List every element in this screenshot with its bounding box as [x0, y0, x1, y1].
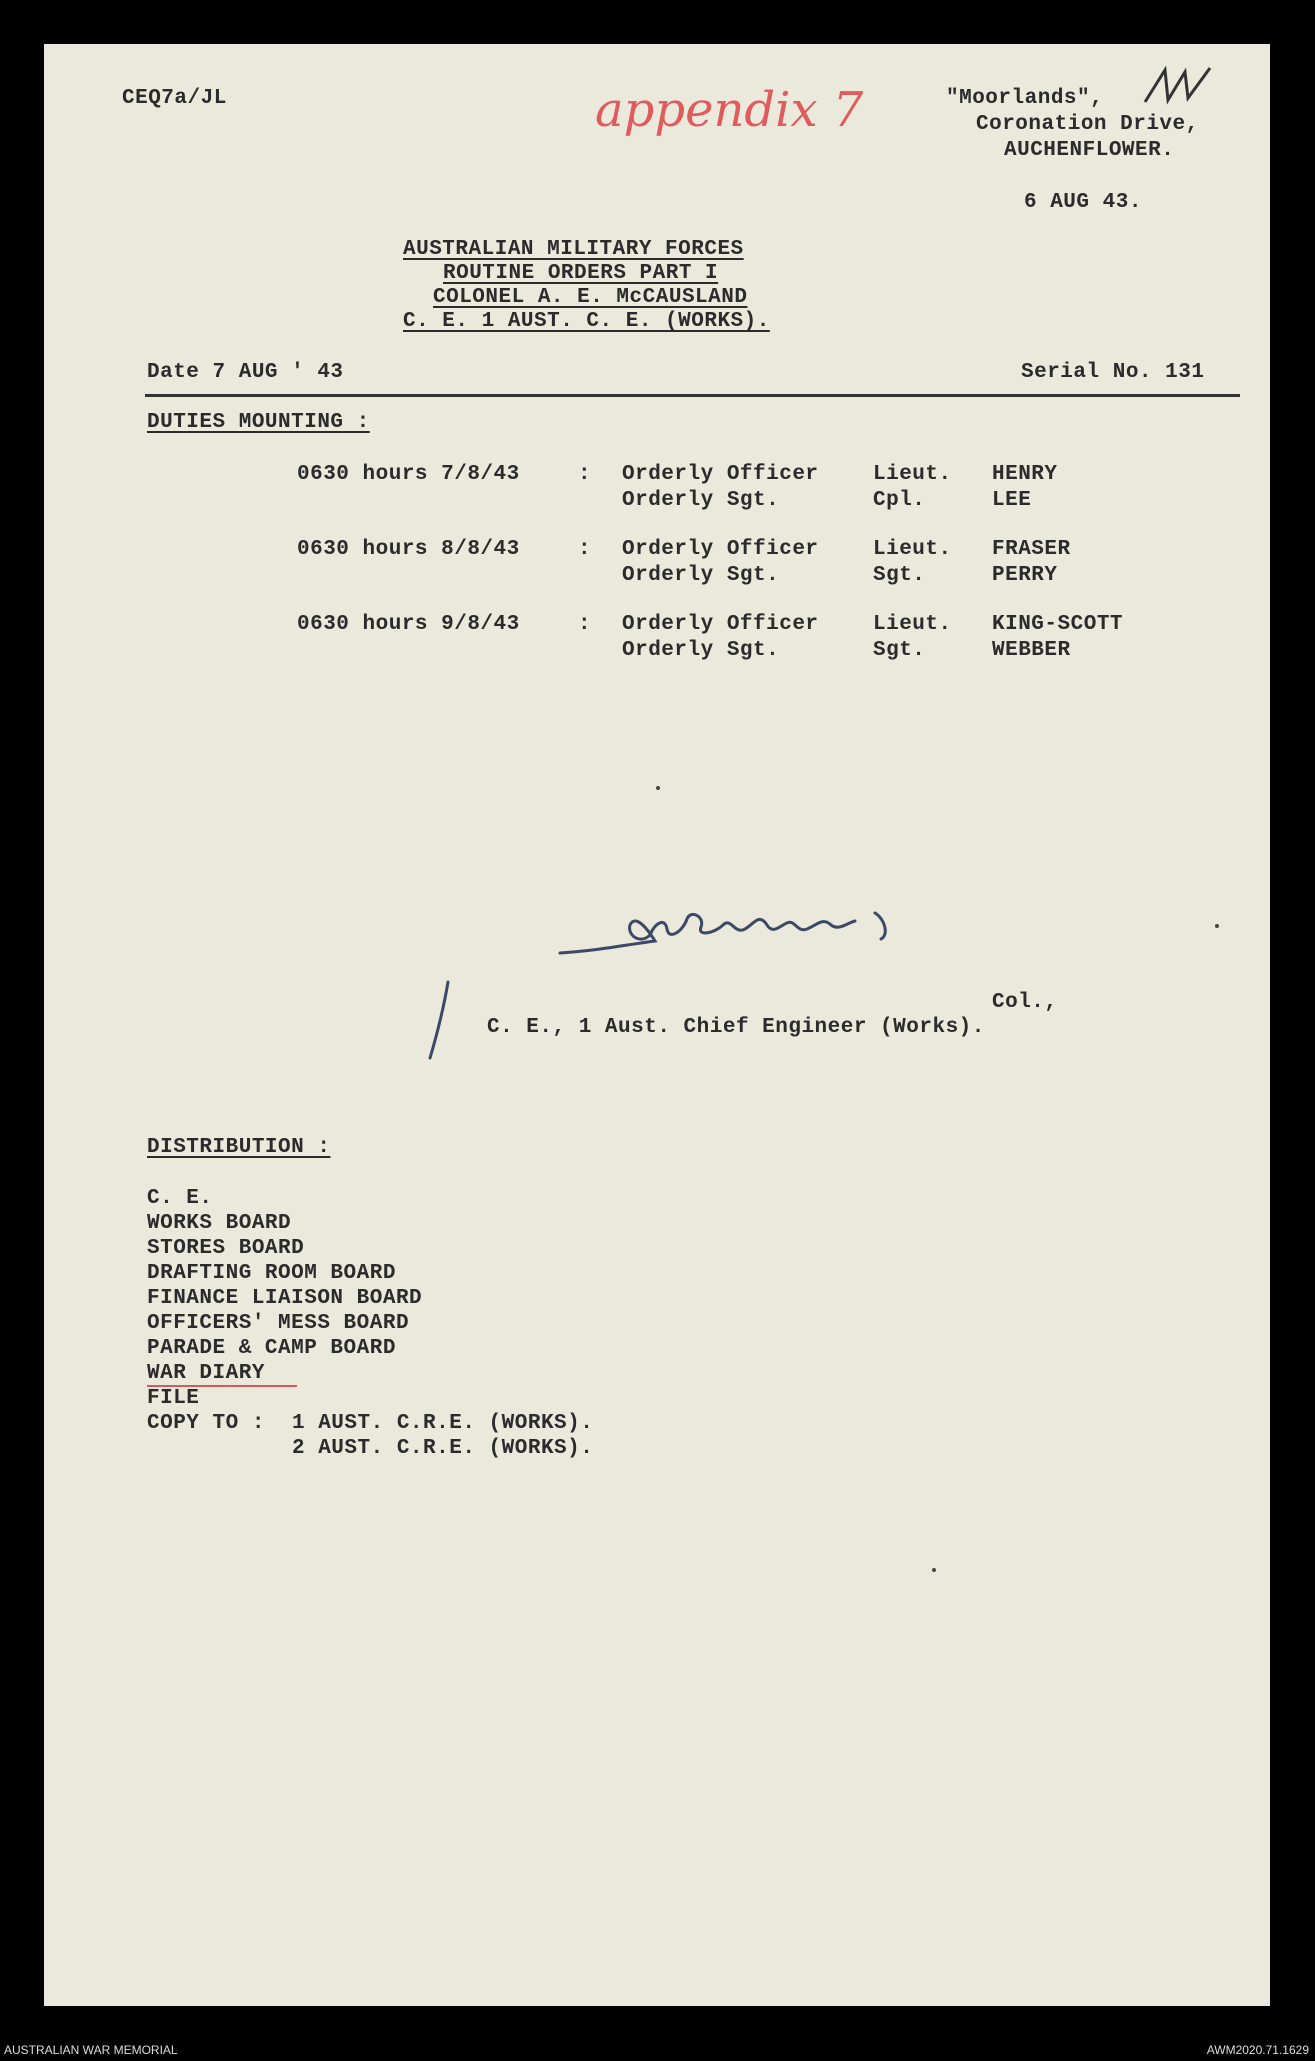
- duty-role: Orderly Officer: [622, 463, 819, 486]
- duty-rank: Sgt.: [873, 564, 926, 587]
- address-line-1: "Moorlands",: [946, 87, 1104, 110]
- duty-time: 0630 hours 8/8/43: [297, 538, 520, 561]
- copy-to-label: COPY TO :: [147, 1412, 265, 1435]
- pencil-stroke: [420, 976, 460, 1066]
- distribution-item: WORKS BOARD: [147, 1212, 292, 1235]
- initials-mark: [1140, 62, 1220, 112]
- title-line-3: COLONEL A. E. McCAUSLAND: [433, 286, 748, 309]
- distribution-heading: DISTRIBUTION :: [147, 1136, 331, 1159]
- archive-footer: [0, 2039, 1315, 2061]
- paper-speck: [932, 1568, 936, 1572]
- duty-name: HENRY: [992, 463, 1058, 486]
- duty-name: LEE: [992, 489, 1032, 512]
- serial-number: Serial No. 131: [1021, 361, 1205, 384]
- duty-rank: Cpl.: [873, 489, 926, 512]
- distribution-item: FINANCE LIAISON BOARD: [147, 1287, 423, 1310]
- duty-role: Orderly Sgt.: [622, 564, 780, 587]
- red-annotation: appendix 7: [595, 82, 864, 138]
- duty-time: 0630 hours 7/8/43: [297, 463, 520, 486]
- signature-title: C. E., 1 Aust. Chief Engineer (Works).: [487, 1016, 985, 1039]
- address-line-2: Coronation Drive,: [976, 113, 1199, 136]
- duty-separator: :: [578, 613, 592, 636]
- distribution-item: DRAFTING ROOM BOARD: [147, 1262, 396, 1285]
- duty-rank: Lieut.: [873, 538, 952, 561]
- duty-name: FRASER: [992, 538, 1071, 561]
- duty-name: KING-SCOTT: [992, 613, 1124, 636]
- duty-name: PERRY: [992, 564, 1058, 587]
- handwritten-signature: [555, 895, 1005, 975]
- duty-name: WEBBER: [992, 639, 1071, 662]
- duty-time: 0630 hours 9/8/43: [297, 613, 520, 636]
- title-line-1: AUSTRALIAN MILITARY FORCES: [403, 238, 744, 261]
- paper-speck: [656, 786, 660, 790]
- duty-rank: Lieut.: [873, 613, 952, 636]
- duty-separator: :: [578, 538, 592, 561]
- copy-to-item: 1 AUST. C.R.E. (WORKS).: [292, 1412, 594, 1435]
- title-line-4: C. E. 1 AUST. C. E. (WORKS).: [403, 310, 770, 333]
- distribution-item: FILE: [147, 1387, 200, 1410]
- footer-right: AWM2020.71.1629: [1206, 2043, 1309, 2057]
- duty-role: Orderly Officer: [622, 613, 819, 636]
- footer-left: AUSTRALIAN WAR MEMORIAL: [4, 2043, 178, 2057]
- duty-separator: :: [578, 463, 592, 486]
- address-line-3: AUCHENFLOWER.: [1004, 139, 1175, 162]
- duty-role: Orderly Sgt.: [622, 489, 780, 512]
- distribution-item: PARADE & CAMP BOARD: [147, 1337, 396, 1360]
- duty-rank: Lieut.: [873, 463, 952, 486]
- duty-rank: Sgt.: [873, 639, 926, 662]
- paper-speck: [1215, 924, 1219, 928]
- order-date: Date 7 AUG ' 43: [147, 361, 344, 384]
- issue-date: 6 AUG 43.: [1024, 191, 1142, 214]
- reference-number: CEQ7a/JL: [122, 87, 227, 110]
- duties-heading: DUTIES MOUNTING :: [147, 411, 370, 434]
- distribution-item: STORES BOARD: [147, 1237, 305, 1260]
- distribution-item: C. E.: [147, 1187, 213, 1210]
- copy-to-item: 2 AUST. C.R.E. (WORKS).: [292, 1437, 594, 1460]
- title-line-2: ROUTINE ORDERS PART I: [443, 262, 719, 285]
- duty-role: Orderly Sgt.: [622, 639, 780, 662]
- distribution-item-war-diary: WAR DIARY: [147, 1362, 265, 1385]
- distribution-item: OFFICERS' MESS BOARD: [147, 1312, 410, 1335]
- duty-role: Orderly Officer: [622, 538, 819, 561]
- signature-rank: Col.,: [992, 991, 1058, 1014]
